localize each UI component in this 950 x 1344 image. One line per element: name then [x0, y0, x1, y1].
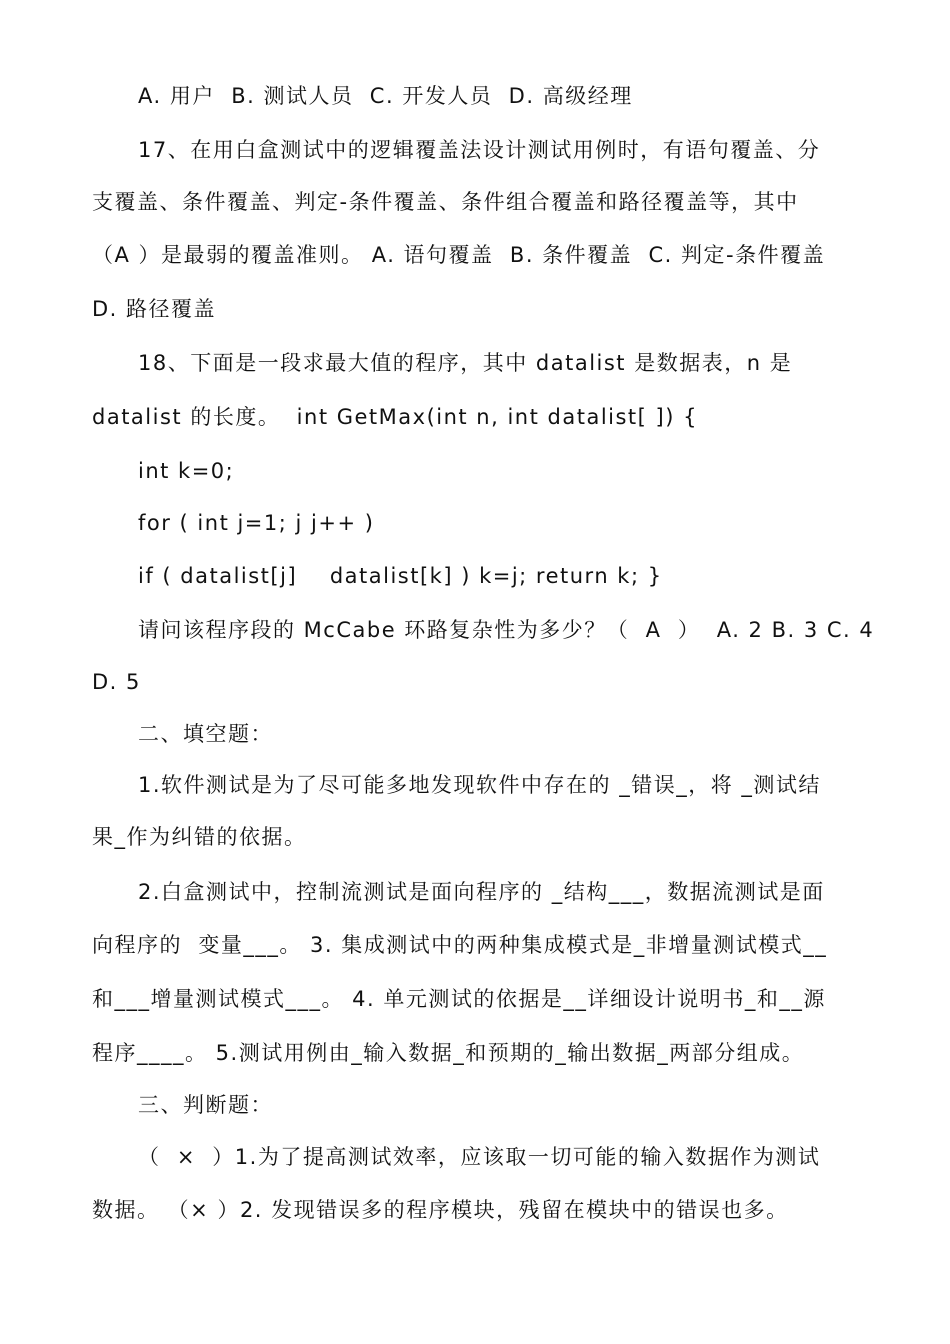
code-line-3: if ( datalist[j] datalist[k] ) k=j; return k; } [138, 564, 663, 588]
section-fill-blank-heading: 二、填空题： [138, 722, 273, 746]
judgement-1-line-2: 数据。 （× ）2. 发现错误多的程序模块，残留在模块中的错误也多。 [92, 1198, 789, 1222]
question-18-option-d: D. 5 [92, 670, 141, 694]
fill-blank-1-line-1: 1.软件测试是为了尽可能多地发现软件中存在的 _错误_，将 _测试结 [138, 773, 821, 797]
question-17-line-3: （A ）是最弱的覆盖准则。 A. 语句覆盖 B. 条件覆盖 C. 判定-条件覆盖 [92, 243, 826, 267]
question-18-line-2: datalist 的长度。 int GetMax(int n, int datalist[ ]) { [92, 405, 698, 429]
fill-blank-4-line: 程序____。 5.测试用例由_输入数据_和预期的_输出数据_两部分组成。 [92, 1041, 805, 1065]
fill-blank-3-line: 和___增量测试模式___。 4. 单元测试的依据是__详细设计说明书_和__源 [92, 987, 826, 1011]
fill-blank-1-line-2: 果_作为纠错的依据。 [92, 825, 307, 849]
question-17-line-2: 支覆盖、条件覆盖、判定-条件覆盖、条件组合覆盖和路径覆盖等，其中 [92, 190, 799, 214]
section-judgement-heading: 三、判断题： [138, 1093, 273, 1117]
code-line-2: for ( int j=1; j j++ ) [138, 511, 375, 535]
code-line-1: int k=0; [138, 459, 235, 483]
fill-blank-2-line-2: 向程序的 变量___。 3. 集成测试中的两种集成模式是_非增量测试模式__ [92, 933, 828, 957]
fill-blank-2-line-1: 2.白盒测试中，控制流测试是面向程序的 _结构___，数据流测试是面 [138, 880, 825, 904]
judgement-1-line-1: （ × ）1.为了提高测试效率，应该取一切可能的输入数据作为测试 [138, 1145, 821, 1169]
option-line-16: A. 用户 B. 测试人员 C. 开发人员 D. 高级经理 [138, 84, 633, 108]
question-17-line-1: 17、在用白盒测试中的逻辑覆盖法设计测试用例时，有语句覆盖、分 [138, 138, 821, 162]
question-18-line-1: 18、下面是一段求最大值的程序，其中 datalist 是数据表，n 是 [138, 351, 793, 375]
question-18-ask: 请问该程序段的 McCabe 环路复杂性为多少？（ A ） A. 2 B. 3 C. 4 [138, 618, 875, 642]
question-17-line-4: D. 路径覆盖 [92, 297, 217, 321]
